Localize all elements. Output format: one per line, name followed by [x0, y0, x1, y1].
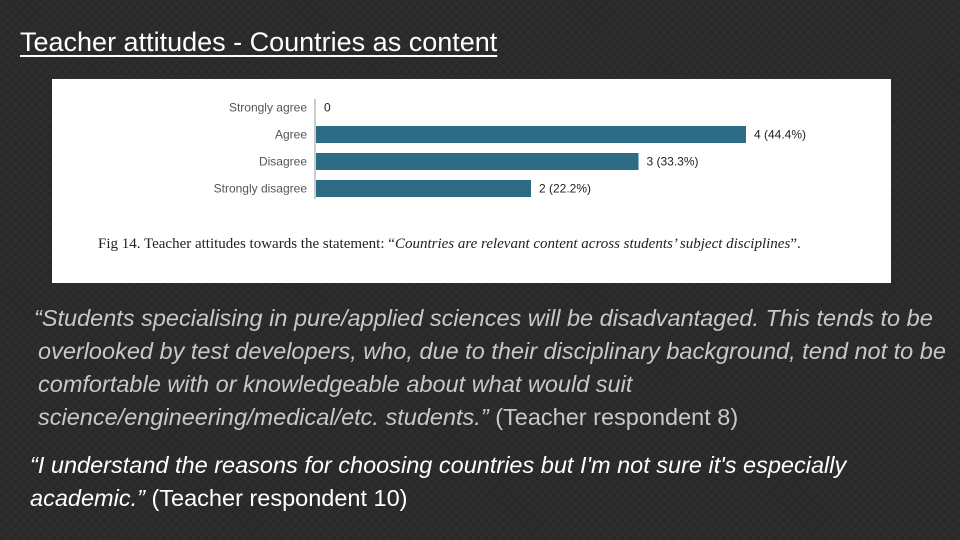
figure-caption [98, 229, 818, 259]
bar-chart [52, 79, 891, 219]
value-label: 4 (44.4%) [754, 127, 807, 142]
category-label: Strongly agree [228, 100, 307, 115]
quote-text: “I understand the reasons for choosing countries but I'm not sure it's especially academic.” [30, 452, 847, 511]
bar [316, 180, 531, 197]
figure-image [52, 79, 891, 283]
caption-italic: Countries are relevant content across students’ subject disciplines [394, 236, 791, 252]
value-label: 0 [324, 100, 331, 115]
quote-teacher-10 [30, 449, 930, 515]
slide-title: Teacher attitudes - Countries as content [20, 27, 498, 57]
bar [316, 126, 746, 143]
caption-prefix: Fig 14. Teacher attitudes towards the statement: “ [98, 236, 395, 252]
bar [316, 153, 639, 170]
quote-teacher-8 [34, 302, 960, 434]
caption-suffix: ”. [790, 236, 801, 252]
value-label: 2 (22.2%) [539, 181, 592, 196]
quote-attribution: (Teacher respondent 10) [144, 485, 408, 511]
category-label: Strongly disagree [213, 181, 307, 196]
quote-text: “Students specialising in pure/applied sciences will be disadvantaged. This tends to be overlooked by test developers, who, due to their disciplinary background, tend not to be comfortable with or knowledgeable about what would suit science/engineering/medical/etc. students.” [34, 305, 946, 430]
category-label: Disagree [258, 154, 307, 169]
category-label: Agree [274, 127, 307, 142]
value-label: 3 (33.3%) [646, 154, 699, 169]
quote-attribution: (Teacher respondent 8) [488, 404, 739, 430]
